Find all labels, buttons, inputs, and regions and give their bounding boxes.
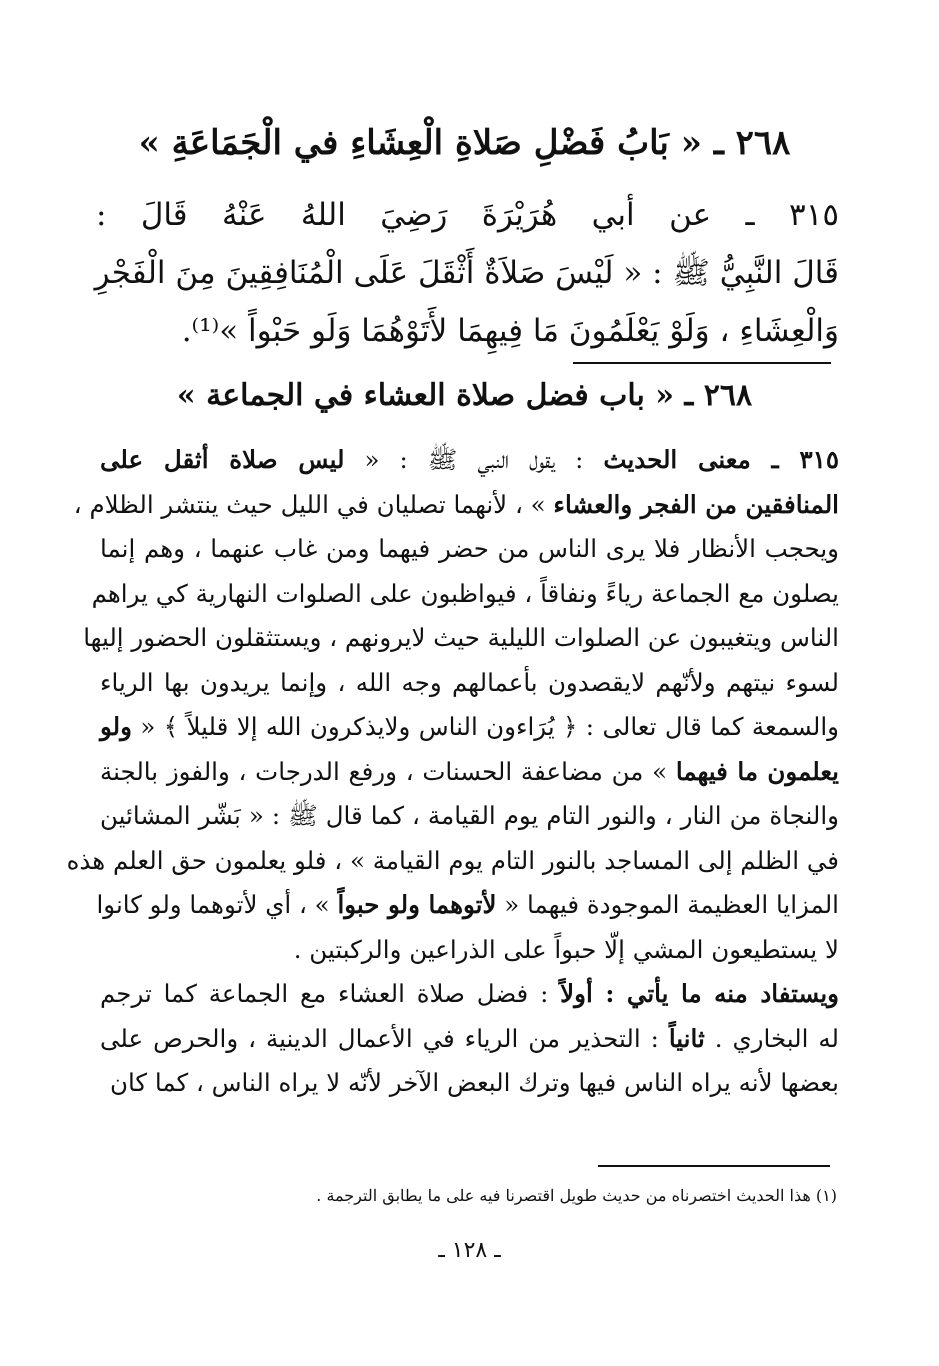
commentary-heading: ٢٦٨ ـ « باب فضل صلاة العشاء في الجماعة » bbox=[176, 378, 753, 413]
text-run: الناس ويتغيبون عن الصلوات الليلية حيث لايرونهم ، ويستثقلون الحضور إليها bbox=[83, 623, 839, 652]
commentary-line bbox=[100, 1017, 839, 1062]
bold-run: ويستفاد منه ما يأتي : أولاً bbox=[560, 979, 839, 1008]
bold-run: المنافقين من الفجر والعشاء bbox=[553, 489, 839, 519]
hadith-text bbox=[96, 186, 839, 360]
hadith-line-narrator: ٣١٥ ـ عن أبي هُرَيْرَةَ رَضِيَ اللهُ عَنْهُ قَالَ : bbox=[96, 197, 839, 233]
commentary-text bbox=[66, 438, 839, 1106]
hadith-line-2: وَالْعِشَاءِ ، وَلَوْ يَعْلَمُونَ مَا فِيهِمَا لأَتَوْهُمَا وَلَو حَبْواً »⁽¹⁾. bbox=[181, 313, 839, 349]
commentary-line bbox=[100, 438, 839, 483]
commentary-line bbox=[66, 839, 839, 884]
text-run: » من مضاعفة الحسنات ، ورفع الدرجات ، والفوز بالجنة bbox=[100, 756, 676, 786]
bold-run: يعلمون ما فيهما bbox=[675, 756, 839, 786]
footnote-divider bbox=[598, 1165, 830, 1167]
chapter-heading: ٢٦٨ ـ « بَابُ فَضْلِ صَلاةِ الْعِشَاءِ في الْجَمَاعَةِ » bbox=[138, 123, 791, 163]
text-run: والنجاة من النار ، والنور التام يوم القيامة ، كما قال ﷺ : « بَشّر المشائين bbox=[100, 801, 839, 830]
text-run: ويحجب الأنظار فلا يرى الناس من حضر فيهما ومن غاب عنهما ، وهم إنما bbox=[100, 534, 839, 563]
commentary-line bbox=[83, 616, 839, 661]
commentary-line bbox=[100, 705, 839, 750]
commentary-line bbox=[96, 883, 839, 928]
text-run: لا يستطيعون المشي إلّا حبواً على الذراعين والركبتين . bbox=[293, 934, 839, 964]
text-run: » ، أي لأتوهما ولو كانوا bbox=[96, 890, 338, 919]
bold-run: ليس صلاة أثقل على bbox=[100, 445, 345, 474]
section-divider bbox=[573, 362, 831, 364]
commentary-line bbox=[100, 527, 839, 572]
text-run: : فضل صلاة العشاء مع الجماعة كما ترجم bbox=[100, 979, 561, 1008]
text-run: بعضها لأنه يراه الناس فيها وترك البعض الآخر لأنّه لا يراه الناس ، كما كان bbox=[109, 1068, 839, 1097]
bold-run: ولو bbox=[100, 712, 132, 741]
text-run: : التحذير من الرياء في الأعمال الدينية ، والحرص على bbox=[100, 1023, 669, 1053]
hadith-line-1: قَالَ النَّبِيُّ ﷺ : « لَيْسَ صَلاَةٌ أَثْقَلَ عَلَى الْمُنَافِقِينَ مِنَ الْفَجْرِ bbox=[94, 255, 839, 291]
bold-run: ثانياً bbox=[668, 1023, 705, 1053]
text-run: لسوء نيتهم ولأنّهم لايقصدون بأعمالهم وجه الله ، وإنما يريدون بها الرياء bbox=[100, 667, 839, 697]
commentary-line bbox=[100, 661, 839, 706]
commentary-line bbox=[100, 750, 839, 795]
commentary-line bbox=[100, 928, 839, 973]
page-number: ـ ١٢٨ ـ bbox=[438, 1238, 501, 1263]
commentary-line bbox=[73, 483, 839, 528]
bold-run: لأتوهما ولو حبواً bbox=[337, 890, 497, 919]
text-run: : يقول النبي ﷺ : « bbox=[344, 445, 604, 474]
text-run: المزايا العظيمة الموجودة فيهما « bbox=[496, 890, 839, 919]
text-run: » ، لأنهما تصليان في الليل حيث ينتشر الظلام ، bbox=[73, 489, 554, 519]
text-run: في الظلم إلى المساجد بالنور التام يوم القيامة » ، فلو يعلمون حق العلم هذه bbox=[66, 845, 839, 875]
text-run: والسمعة كما قال تعالى : ﴿ يُرَاءون الناس ولايذكرون الله إلا قليلاً ﴾ « bbox=[131, 712, 839, 741]
text-run: يصلون مع الجماعة رياءً ونفاقاً ، فيواظبون على الصلوات النهارية كي يراهم bbox=[91, 578, 839, 608]
commentary-line bbox=[100, 794, 839, 839]
commentary-line bbox=[100, 972, 839, 1017]
bold-run: ٣١٥ ـ معنى الحديث bbox=[603, 445, 839, 474]
commentary-line bbox=[100, 1061, 839, 1106]
footnote: (١) هذا الحديث اختصرناه من حديث طويل اقتصرنا فيه على ما يطابق الترجمة . bbox=[316, 1186, 837, 1205]
text-run: له البخاري . bbox=[704, 1023, 839, 1053]
commentary-line bbox=[91, 572, 839, 617]
